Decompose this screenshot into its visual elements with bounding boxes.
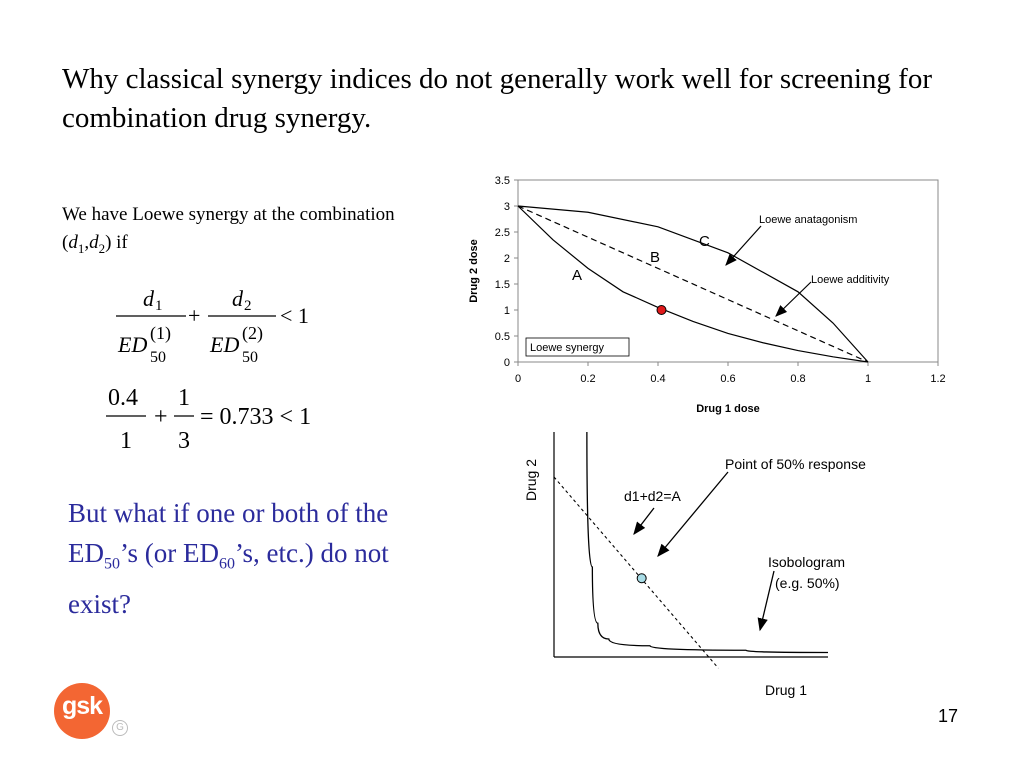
intro-comma: ,	[84, 232, 90, 253]
question-sub50: 50	[104, 555, 120, 573]
y-tick-label: 2	[503, 253, 510, 265]
f1-den2-sup: (2)	[242, 323, 263, 343]
numeric-formula	[100, 378, 350, 458]
f1-rel: < 1	[280, 303, 309, 328]
y-tick-label: 0	[503, 357, 510, 369]
arrow-line-eq	[634, 508, 654, 534]
f1-num1-sub: 1	[155, 298, 163, 314]
x-tick-label: 0.4	[650, 373, 666, 385]
x-tick-label: 1.2	[930, 373, 946, 385]
question-mid: ’s (or ED	[120, 538, 219, 568]
question-sub60: 60	[218, 555, 235, 573]
y-tick-label: 3.5	[494, 175, 510, 187]
loewe-chart	[455, 168, 955, 430]
y-tick-label: 1.5	[494, 279, 510, 291]
region-label-b: B	[650, 249, 661, 266]
gsk-logo	[54, 683, 110, 739]
question-text	[68, 493, 498, 624]
highlight-point	[637, 574, 646, 583]
x-tick-label: 0	[514, 373, 522, 385]
f2-result: = 0.733 < 1	[200, 404, 312, 430]
annotation-antagonism: Loewe anatagonism	[759, 214, 858, 226]
arrow-isobologram	[760, 571, 774, 630]
intro-text	[62, 201, 402, 263]
y-axis-title: Drug 2 dose	[468, 239, 480, 303]
f1-den1: ED	[118, 332, 148, 357]
x-tick-label: 0.2	[580, 373, 596, 385]
f1-den2: ED	[210, 332, 240, 357]
question-line-2	[68, 533, 498, 584]
x-axis-title-2: Drug 1	[764, 682, 808, 698]
annotation-line-eq: d1+d2=A	[624, 488, 681, 504]
page-number: 17	[938, 706, 959, 726]
question-ed50: ED	[68, 538, 104, 568]
annotation-synergy: Loewe synergy	[530, 342, 604, 354]
y-tick-label: 3	[503, 201, 510, 213]
region-label-a: A	[572, 267, 583, 284]
x-tick-label: 0.6	[720, 373, 736, 385]
intro-d1: d	[68, 232, 78, 253]
arrow-point-50	[658, 472, 728, 556]
f1-num1: d	[143, 286, 154, 311]
intro-sub1: 1	[77, 240, 85, 256]
f1-den1-sup: (1)	[150, 323, 171, 343]
slide-title: Why classical synergy indices do not generally work well for screening for combination drug synergy.	[62, 63, 932, 134]
series-line	[554, 477, 718, 668]
f2-num2: 1	[178, 385, 190, 411]
intro-prefix: We have Loewe synergy at the combination (	[62, 204, 395, 253]
annotation-point-50: Point of 50% response	[725, 456, 866, 472]
f2-num1: 0.4	[108, 385, 138, 411]
question-line-3: exist?	[68, 589, 131, 620]
region-label-c: C	[699, 233, 710, 250]
x-tick-label: 1	[864, 373, 872, 385]
y-axis-title-2: Drug 2	[523, 458, 539, 502]
f1-plus: +	[188, 303, 201, 328]
f1-num2-sub: 2	[244, 298, 252, 314]
y-tick-label: 0.5	[494, 331, 510, 343]
f1-den2-sub: 50	[242, 349, 258, 366]
f1-num2: d	[232, 286, 243, 311]
x-axis-title: Drug 1 dose	[696, 403, 760, 415]
x-tick-label: 0.8	[790, 373, 806, 385]
y-tick-label: 1	[503, 305, 510, 317]
highlight-point	[657, 306, 666, 315]
f2-plus: +	[154, 404, 168, 430]
y-tick-label: 2.5	[494, 227, 510, 239]
gsk-logo-mark: G	[112, 720, 128, 736]
annotation-isobologram-level: (e.g. 50%)	[775, 575, 840, 591]
question-end: ’s, etc.) do not	[234, 538, 389, 568]
isobologram-chart	[510, 420, 910, 702]
annotation-isobologram: Isobologram	[768, 554, 846, 570]
intro-d2: d	[89, 232, 99, 253]
annotation-additivity: Loewe additivity	[811, 274, 890, 286]
f2-den1: 1	[120, 428, 132, 454]
question-line-1: But what if one or both of the	[68, 498, 389, 528]
intro-sub2: 2	[98, 240, 106, 256]
loewe-formula	[110, 282, 330, 372]
intro-suffix: ) if	[105, 232, 128, 253]
f1-den1-sub: 50	[150, 349, 166, 366]
gsk-logo-text: gsk	[61, 692, 103, 720]
f2-den2: 3	[178, 428, 190, 454]
